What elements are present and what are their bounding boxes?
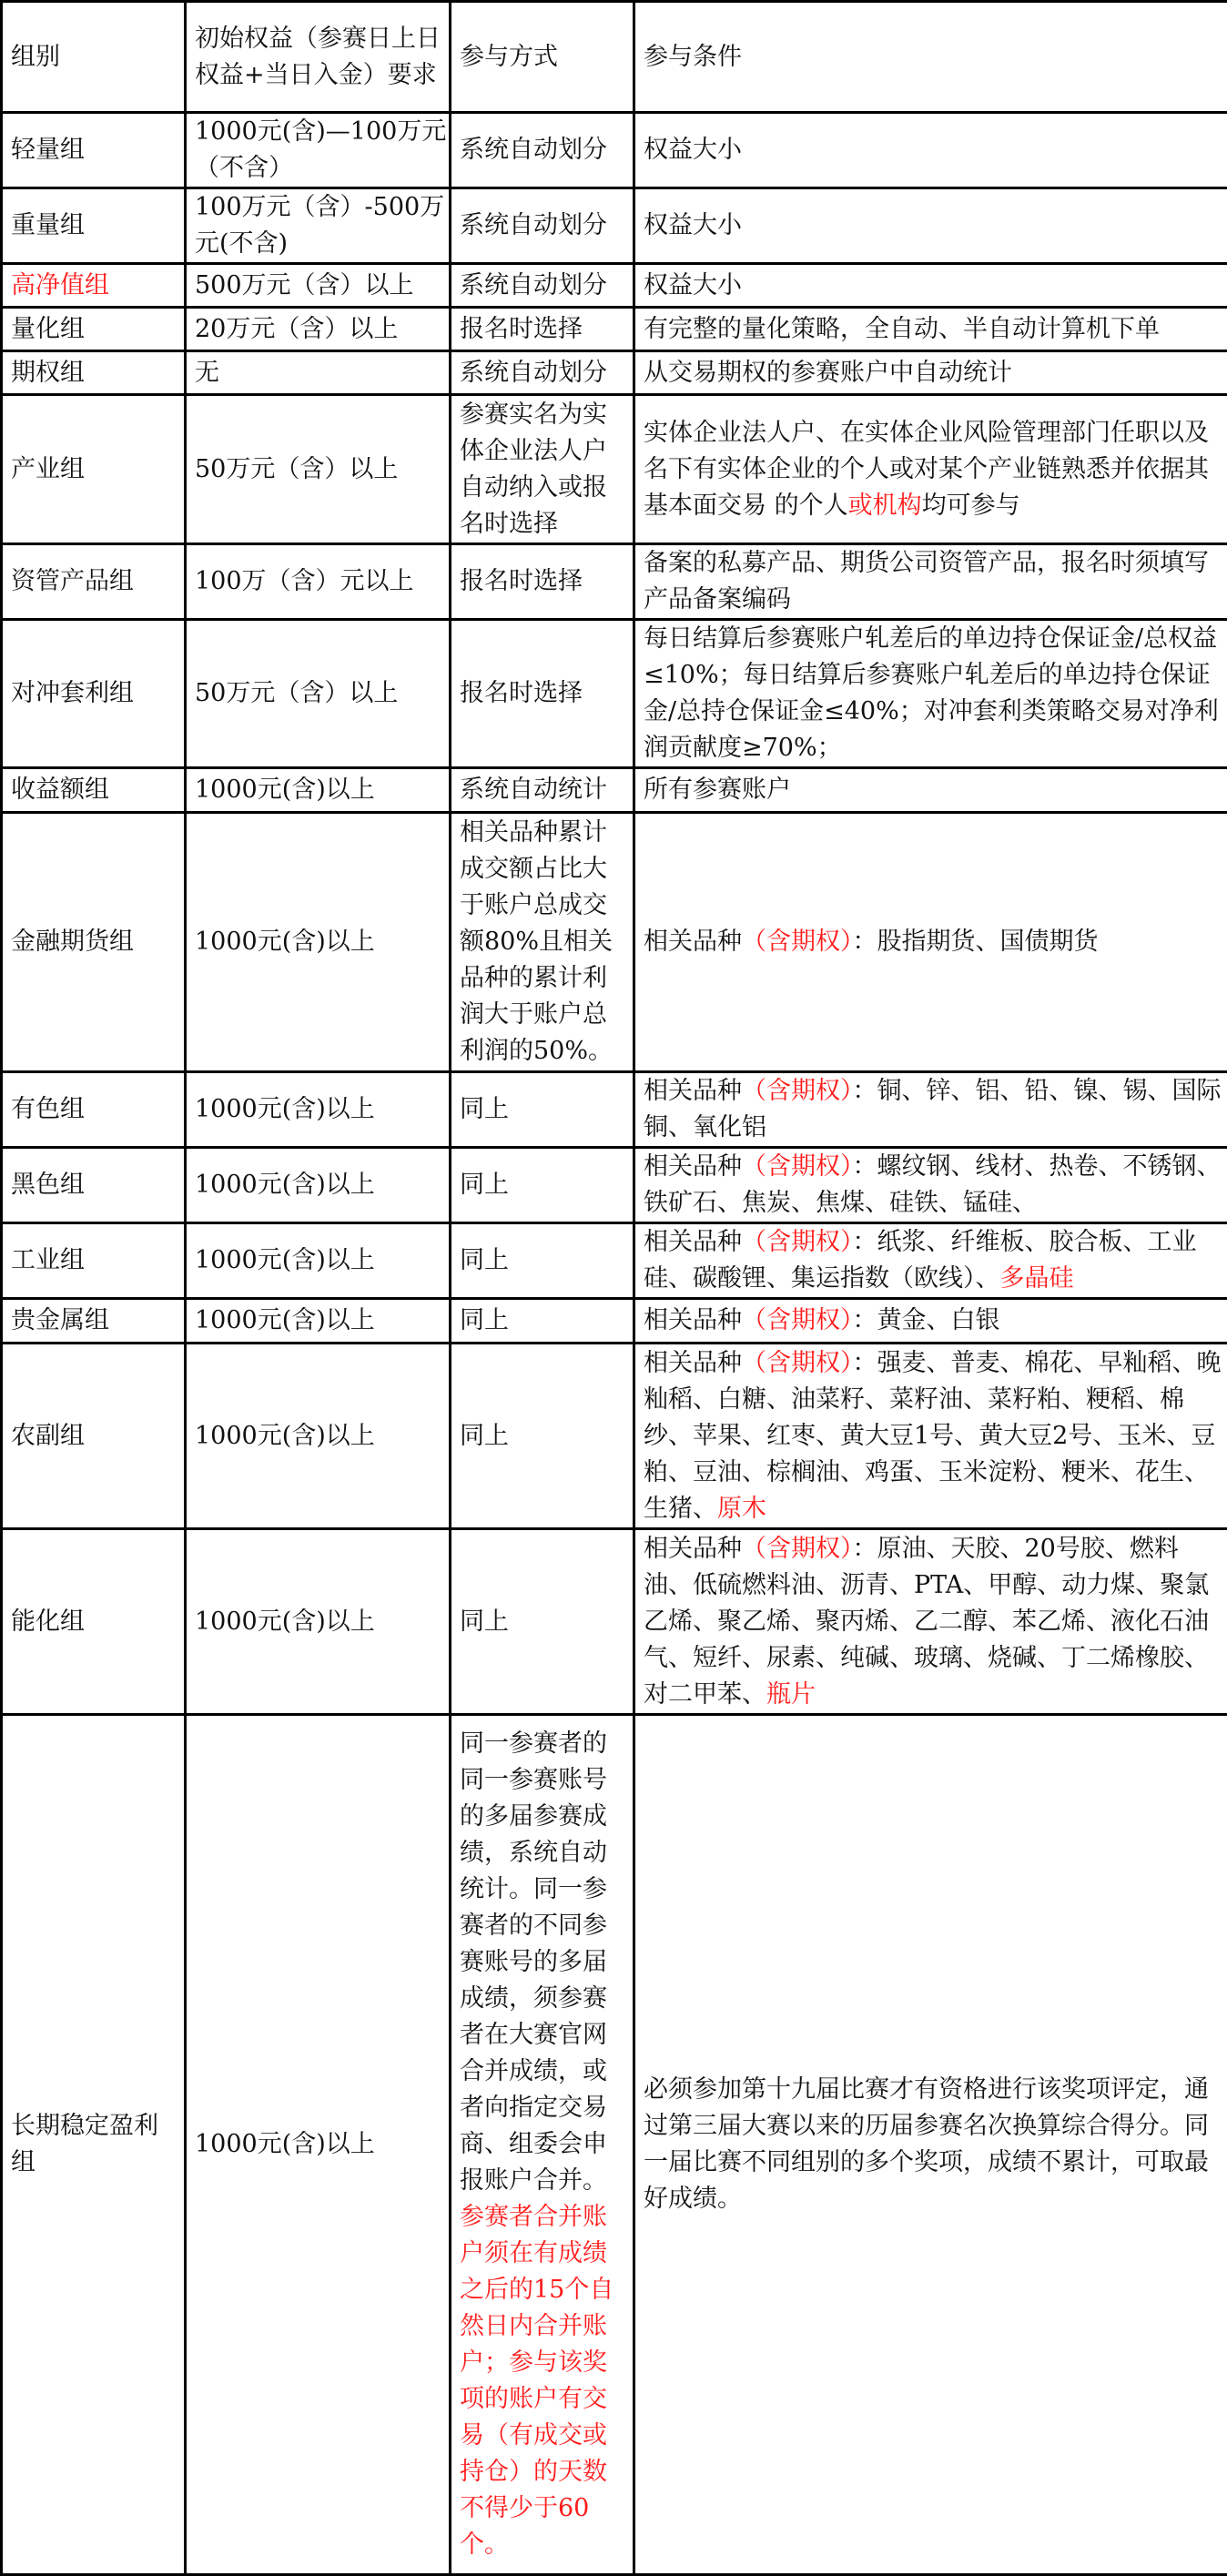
participation-condition-cell: [634, 1344, 1227, 1529]
cell-text: ：强麦、普麦、棉花、早籼稻、晚籼稻、白糖、油菜籽、菜籽油、菜籽粕、粳稻、棉纱、苹果、红枣、黄大豆1号、黄大豆2号、玉米、豆粕、豆油、棕榈油、鸡蛋、玉米淀粉、粳米、花生、生猪、: [644, 1349, 1222, 1523]
cell-text: 系统自动统计: [460, 776, 607, 804]
highlighted-text: 多晶硅: [1000, 1264, 1074, 1293]
participation-method-cell: [451, 768, 634, 813]
cell-text: 产业组: [11, 455, 85, 483]
initial-equity-cell: [186, 813, 451, 1072]
cell-text: 相关品种: [644, 1349, 742, 1377]
cell-text: 1000元(含)以上: [195, 1095, 375, 1123]
cell-text: 均可参与: [922, 492, 1020, 520]
cell-text: 1000元(含)以上: [195, 1246, 375, 1274]
cell-text: 量化组: [11, 315, 85, 343]
cell-text: ：螺纹钢、线材、热卷、不锈钢、铁矿石、焦炭、焦煤、硅铁、锰硅、: [644, 1152, 1222, 1217]
cell-text: 组别: [11, 43, 60, 71]
participation-condition-cell: [634, 1299, 1227, 1344]
cell-text: 相关品种: [644, 1228, 742, 1256]
table-row: [2, 1072, 1227, 1148]
initial-equity-cell: [186, 113, 451, 188]
table-row: [2, 395, 1227, 544]
initial-equity-cell: [186, 1223, 451, 1299]
group-name-cell: [2, 395, 186, 544]
cell-text: ：股指期货、国债期货: [853, 928, 1099, 956]
cell-text: 同上: [460, 1095, 509, 1123]
cell-text: 500万元（含）以上: [195, 271, 414, 299]
table-body: [2, 2, 1227, 2575]
initial-equity-cell: [186, 395, 451, 544]
cell-text: 相关品种: [644, 1306, 742, 1334]
cell-text: 100万元（含）-500万元(不含): [195, 193, 444, 258]
cell-text: 1000元(含)以上: [195, 1422, 375, 1450]
group-name-cell: [2, 544, 186, 620]
header-row: [2, 2, 1227, 113]
participation-method-cell: [451, 1299, 634, 1344]
cell-text: 期权组: [11, 359, 85, 387]
cell-text: 有完整的量化策略，全自动、半自动计算机下单: [644, 315, 1160, 343]
highlighted-text: 原木: [717, 1495, 766, 1523]
cell-text: 金融期货组: [11, 928, 134, 956]
cell-text: 1000元(含)以上: [195, 1306, 375, 1334]
participation-condition-cell: [634, 1529, 1227, 1715]
group-name-cell: [2, 1715, 186, 2575]
cell-text: 相关品种: [644, 1077, 742, 1105]
highlighted-text: 或机构: [848, 492, 922, 520]
table-row: [2, 188, 1227, 264]
cell-text: 收益额组: [11, 776, 109, 804]
initial-equity-cell: [186, 768, 451, 813]
participation-method-cell: [451, 1072, 634, 1148]
participation-condition-cell: [634, 1148, 1227, 1223]
table-row: [2, 1299, 1227, 1344]
initial-equity-cell: [186, 351, 451, 395]
table-row: [2, 1715, 1227, 2575]
table-row: [2, 351, 1227, 395]
cell-text: 每日结算后参赛账户轧差后的单边持仓保证金/总权益≤10%；每日结算后参赛账户轧差后的单边持仓保证金/总持仓保证金≤40%；对冲套利类策略交易对净利润贡献度≥70%；: [644, 624, 1219, 762]
participation-method-cell: [451, 188, 634, 264]
table-row: [2, 1344, 1227, 1529]
group-name-cell: [2, 813, 186, 1072]
participation-method-cell: [451, 1148, 634, 1223]
initial-equity-cell: [186, 1715, 451, 2575]
cell-text: 同一参赛者的同一参赛账号的多届参赛成绩，系统自动统计。同一参赛者的不同参赛账号的多届成绩，须参赛者在大赛官网合并成绩，或者向指定交易商、组委会申报账户合并。: [460, 1729, 607, 2195]
participation-method-cell: [451, 308, 634, 351]
cell-text: 系统自动划分: [460, 211, 607, 239]
highlighted-text: （含期权）: [742, 1077, 853, 1105]
group-name-cell: [2, 1072, 186, 1148]
participation-condition-cell: [634, 544, 1227, 620]
cell-text: 长期稳定盈利组: [11, 2112, 158, 2176]
column-header: [2, 2, 186, 113]
table-row: [2, 1529, 1227, 1715]
highlighted-text: （含期权）: [742, 1152, 853, 1181]
cell-text: 黑色组: [11, 1171, 85, 1199]
table-row: [2, 544, 1227, 620]
group-name-cell: [2, 768, 186, 813]
group-name-cell: [2, 1148, 186, 1223]
participation-condition-cell: [634, 1715, 1227, 2575]
highlighted-text: （含期权）: [742, 1535, 853, 1563]
initial-equity-cell: [186, 264, 451, 308]
cell-text: 同上: [460, 1422, 509, 1450]
participation-method-cell: [451, 1715, 634, 2575]
cell-text: 重量组: [11, 211, 85, 239]
participation-condition-cell: [634, 1072, 1227, 1148]
cell-text: 相关品种: [644, 1535, 742, 1563]
highlighted-text: 参赛者合并账户须在有成绩之后的15个自然日内合并账户；参与该奖项的账户有交易（有成交或持仓）的天数不得少于60个。: [460, 2203, 614, 2559]
cell-text: 农副组: [11, 1422, 85, 1450]
group-name-cell: [2, 351, 186, 395]
cell-text: 参与方式: [460, 43, 558, 71]
cell-text: 20万元（含）以上: [195, 315, 398, 343]
table-row: [2, 620, 1227, 768]
cell-text: 工业组: [11, 1246, 85, 1274]
participation-method-cell: [451, 813, 634, 1072]
cell-text: 能化组: [11, 1607, 85, 1636]
cell-text: 50万元（含）以上: [195, 679, 398, 707]
participation-condition-cell: [634, 620, 1227, 768]
cell-text: 50万元（含）以上: [195, 455, 398, 483]
initial-equity-cell: [186, 1299, 451, 1344]
participation-condition-cell: [634, 1223, 1227, 1299]
cell-text: 同上: [460, 1607, 509, 1636]
cell-text: 无: [195, 359, 219, 387]
cell-text: 报名时选择: [460, 567, 583, 595]
cell-text: 相关品种累计成交额占比大于账户总成交额80%且相关品种的累计利润大于账户总利润的50%。: [460, 818, 613, 1065]
participation-method-cell: [451, 1344, 634, 1529]
cell-text: 相关品种: [644, 928, 742, 956]
cell-text: 权益大小: [644, 136, 742, 164]
table-row: [2, 264, 1227, 308]
cell-text: 报名时选择: [460, 679, 583, 707]
column-header: [451, 2, 634, 113]
initial-equity-cell: [186, 1529, 451, 1715]
participation-method-cell: [451, 1223, 634, 1299]
cell-text: 备案的私募产品、期货公司资管产品，报名时须填写产品备案编码: [644, 549, 1209, 614]
cell-text: ：纸浆、纤维板、胶合板、工业硅、碳酸锂、集运指数（欧线）、: [644, 1228, 1197, 1293]
cell-text: 100万（含）元以上: [195, 567, 414, 595]
group-name-cell: [2, 188, 186, 264]
group-name-cell: [2, 308, 186, 351]
cell-text: 系统自动划分: [460, 271, 607, 299]
cell-text: 参与条件: [644, 43, 742, 71]
cell-text: 权益大小: [644, 211, 742, 239]
cell-text: 实体企业法人户、在实体企业风险管理部门任职以及名下有实体企业的个人或对某个产业链熟悉并依据其基本面交易 的个人: [644, 419, 1209, 520]
participation-method-cell: [451, 395, 634, 544]
participation-condition-cell: [634, 351, 1227, 395]
cell-text: 从交易期权的参赛账户中自动统计: [644, 359, 1012, 387]
cell-text: 有色组: [11, 1095, 85, 1123]
initial-equity-cell: [186, 1148, 451, 1223]
group-name-cell: [2, 1344, 186, 1529]
cell-text: 初始权益（参赛日上日权益+当日入金）要求: [195, 25, 441, 89]
highlighted-text: （含期权）: [742, 1349, 853, 1377]
table-row: [2, 768, 1227, 813]
cell-text: 所有参赛账户: [644, 776, 791, 804]
highlighted-text: （含期权）: [742, 1306, 853, 1334]
group-name-cell: [2, 1299, 186, 1344]
cell-text: ：铜、锌、铝、铅、镍、锡、国际铜、氧化铝: [644, 1077, 1222, 1141]
cell-text: 资管产品组: [11, 567, 134, 595]
initial-equity-cell: [186, 308, 451, 351]
cell-text: 报名时选择: [460, 315, 583, 343]
cell-text: 1000元(含)以上: [195, 2130, 375, 2158]
participation-condition-cell: [634, 264, 1227, 308]
cell-text: 权益大小: [644, 271, 742, 299]
initial-equity-cell: [186, 1072, 451, 1148]
cell-text: 同上: [460, 1306, 509, 1334]
group-name-cell: [2, 1529, 186, 1715]
cell-text: 同上: [460, 1246, 509, 1274]
participation-condition-cell: [634, 395, 1227, 544]
participation-condition-cell: [634, 308, 1227, 351]
cell-text: 系统自动划分: [460, 136, 607, 164]
participation-condition-cell: [634, 113, 1227, 188]
participation-condition-cell: [634, 188, 1227, 264]
participation-condition-cell: [634, 768, 1227, 813]
cell-text: 1000元(含)以上: [195, 1607, 375, 1636]
highlighted-text: 瓶片: [766, 1680, 816, 1709]
cell-text: 轻量组: [11, 136, 85, 164]
table-row: [2, 113, 1227, 188]
cell-text: 相关品种: [644, 1152, 742, 1181]
table-row: [2, 1148, 1227, 1223]
participation-method-cell: [451, 264, 634, 308]
participation-condition-cell: [634, 813, 1227, 1072]
initial-equity-cell: [186, 188, 451, 264]
cell-text: ：原油、天胶、20号胶、燃料油、低硫燃料油、沥青、PTA、甲醇、动力煤、聚氯乙烯、聚乙烯、聚丙烯、乙二醇、苯乙烯、液化石油气、短纤、尿素、纯碱、玻璃、烧碱、丁二烯橡胶、对二甲苯、: [644, 1535, 1209, 1709]
group-name-cell: [2, 620, 186, 768]
cell-text: 贵金属组: [11, 1306, 109, 1334]
cell-text: 同上: [460, 1171, 509, 1199]
table-row: [2, 308, 1227, 351]
cell-text: 1000元(含)以上: [195, 928, 375, 956]
initial-equity-cell: [186, 620, 451, 768]
column-header: [186, 2, 451, 113]
cell-text: 1000元(含)以上: [195, 776, 375, 804]
highlighted-text: （含期权）: [742, 1228, 853, 1256]
cell-text: ：黄金、白银: [853, 1306, 1000, 1334]
cell-text: 必须参加第十九届比赛才有资格进行该奖项评定，通过第三届大赛以来的历届参赛名次换算综合得分。同一届比赛不同组别的多个奖项，成绩不累计，可取最好成绩。: [644, 2075, 1209, 2213]
initial-equity-cell: [186, 1344, 451, 1529]
group-name-cell: [2, 1223, 186, 1299]
participation-method-cell: [451, 544, 634, 620]
participation-method-cell: [451, 113, 634, 188]
participation-method-cell: [451, 351, 634, 395]
cell-text: 系统自动划分: [460, 359, 607, 387]
table-row: [2, 1223, 1227, 1299]
initial-equity-cell: [186, 544, 451, 620]
group-name-cell: [2, 264, 186, 308]
table-row: [2, 813, 1227, 1072]
participation-method-cell: [451, 1529, 634, 1715]
highlighted-text: （含期权）: [742, 928, 853, 956]
cell-text: 对冲套利组: [11, 679, 134, 707]
highlighted-text: 高净值组: [11, 271, 109, 299]
cell-text: 1000元(含)—100万元（不含）: [195, 117, 446, 182]
column-header: [634, 2, 1227, 113]
cell-text: 参赛实名为实体企业法人户自动纳入或报名时选择: [460, 401, 607, 538]
cell-text: 1000元(含)以上: [195, 1171, 375, 1199]
participation-method-cell: [451, 620, 634, 768]
group-name-cell: [2, 113, 186, 188]
